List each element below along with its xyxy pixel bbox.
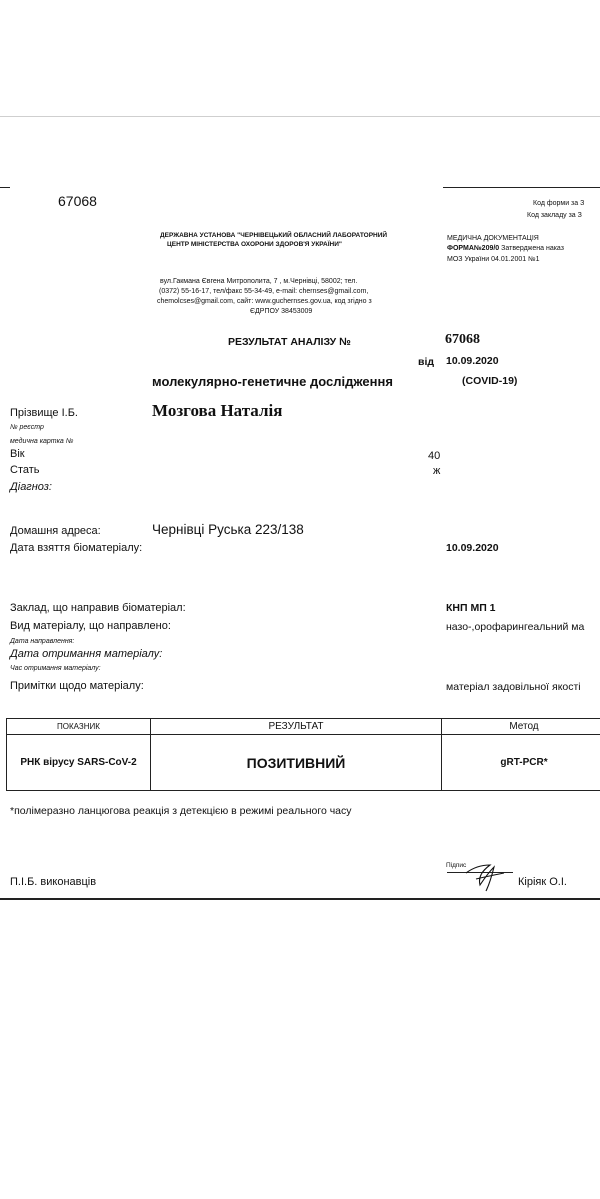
age-label: Вік (10, 448, 25, 460)
material-notes: матеріал задовільної якості (446, 681, 581, 693)
left-edge-mark (0, 187, 10, 188)
study-type: молекулярно-генетичне дослідження (152, 374, 393, 389)
diagnosis-label: Діагноз: (10, 481, 52, 493)
med-doc-approved: Затверджена наказ (499, 245, 564, 252)
surname-label: Прізвище І.Б. (10, 407, 78, 419)
institution-address-line3: chemolcses@gmail.com, сайт: www.guchernses.gov.ua, код згідно з (157, 298, 372, 305)
sample-date-label: Дата взяття біоматеріалу: (10, 542, 143, 554)
received-date-label: Дата отримання матеріалу: (10, 648, 163, 660)
material-type-label: Вид матеріалу, що направлено: (10, 620, 171, 632)
institution-address-line4: ЄДРПОУ 38453009 (250, 308, 313, 315)
home-address-label: Домашня адреса: (10, 525, 101, 537)
signer-name: Кіріяк О.І. (518, 876, 567, 888)
results-table (6, 718, 600, 791)
sample-date: 10.09.2020 (446, 542, 499, 554)
institution-name-line1: ДЕРЖАВНА УСТАНОВА "ЧЕРНІВЕЦЬКИЙ ОБЛАСНИЙ ЛАБОРАТОРНИЙ (160, 232, 388, 239)
material-notes-label: Примітки щодо матеріалу: (10, 680, 144, 692)
institution-code-label: Код закладу за З (527, 212, 582, 219)
institution-name-line2: ЦЕНТР МІНІСТЕРСТВА ОХОРОНИ ЗДОРОВ'Я УКРАЇНИ" (167, 241, 342, 248)
footnote: *полімеразно ланцюгова реакція з детекцією в режимі реального часу (10, 805, 352, 817)
received-time-label: Час отримання матеріалу: (10, 665, 101, 672)
signature-label: Підпис (446, 862, 467, 869)
results-table-header (7, 719, 600, 735)
result-date: 10.09.2020 (446, 355, 499, 367)
med-doc-line1: МЕДИЧНА ДОКУМЕНТАЦІЯ (447, 235, 539, 242)
institution-address-line2: (0372) 55-16-17, тел/факс 55-34-49, e-mail: chernses@gmail.com, (159, 288, 369, 295)
med-doc-form: ФОРМА№209/0 (447, 245, 500, 252)
header-right-rule (443, 187, 600, 188)
table-row (7, 735, 600, 791)
header-indicator: ПОКАЗНИК (7, 719, 151, 735)
header-result: РЕЗУЛЬТАТ (151, 719, 442, 735)
referring-institution-label: Заклад, що направив біоматеріал: (10, 602, 186, 614)
top-margin (0, 0, 600, 116)
signature-scribble-icon (460, 855, 510, 895)
age-value: 40 (428, 450, 441, 462)
result-cell: ПОЗИТИВНИЙ (151, 735, 442, 791)
sent-date-label: Дата направлення: (10, 638, 75, 645)
performers-label: П.І.Б. виконавців (10, 876, 97, 888)
med-doc-line3: МОЗ України 04.01.2001 №1 (447, 256, 540, 263)
sex-label: Стать (10, 464, 40, 476)
header-method: Метод (442, 719, 600, 735)
scan-top-border (0, 116, 600, 117)
page-bottom-border (0, 898, 600, 900)
form-code-label: Код форми за З (533, 200, 585, 207)
med-doc-line2 (447, 245, 564, 252)
medical-card-label: медична картка № (10, 438, 74, 445)
registry-label: № реєстр (10, 424, 44, 431)
doc-number: 67068 (58, 193, 97, 209)
result-title: РЕЗУЛЬТАТ АНАЛІЗУ № (228, 336, 351, 348)
referring-institution: КНП МП 1 (446, 602, 496, 614)
patient-name: Мозгова Наталія (152, 401, 283, 420)
covid-label: (COVID-19) (462, 375, 518, 387)
home-address: Чернівці Руська 223/138 (152, 522, 304, 537)
institution-address-line1: вул.Гакмана Євгена Митрополита, 7 , м.Чернівці, 58002; тел. (160, 278, 358, 285)
material-type: назо-,орофарингеальний ма (446, 621, 585, 633)
date-from-label: від (418, 356, 435, 368)
sex-value: ж (433, 465, 441, 477)
result-number: 67068 (445, 332, 480, 347)
method-cell: gRT-PCR* (442, 735, 600, 791)
indicator-cell: РНК вірусу SARS-CoV-2 (7, 735, 151, 791)
